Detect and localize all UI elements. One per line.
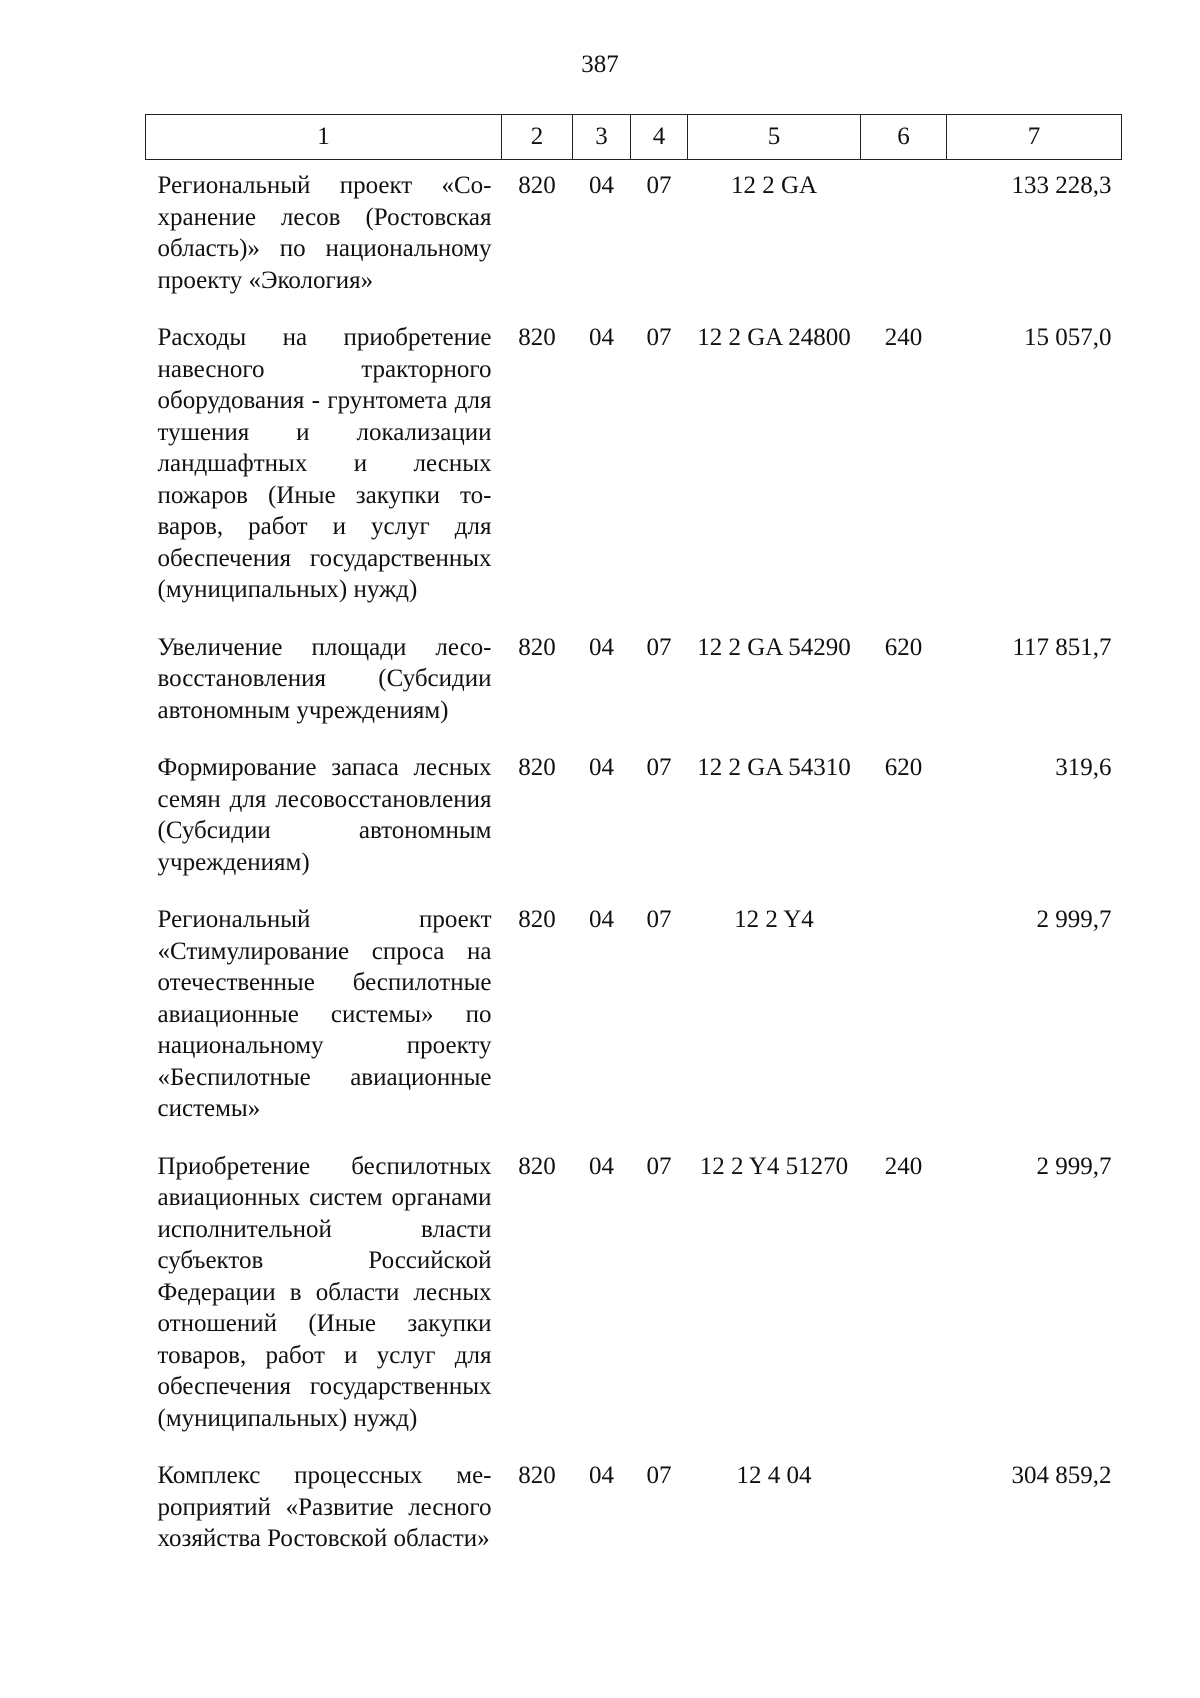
row-amount: 304 859,2	[1011, 1462, 1112, 1489]
row-amount: 319,6	[1055, 754, 1112, 781]
row-pr: 07	[646, 754, 672, 781]
row-csr: 12 2 GA 24800	[697, 324, 851, 351]
row-pr: 07	[646, 1462, 672, 1489]
row-grbs: 820	[518, 906, 556, 933]
row-pr: 07	[646, 1152, 672, 1180]
row-name: Формирование запаса лесных семян для лесовосстановления (Субсидии автономным учреждениям)	[157, 754, 492, 876]
row-rz: 04	[589, 906, 614, 933]
row-rz: 04	[589, 324, 614, 351]
row-rz: 04	[589, 754, 614, 781]
table-row	[146, 1151, 1122, 1461]
row-amount: 133 228,3	[1011, 172, 1112, 199]
row-rz: 04	[589, 1462, 614, 1489]
page-number: 387	[581, 51, 619, 78]
row-vr	[861, 904, 947, 1151]
header-row	[146, 115, 1122, 160]
row-csr: 12 2 Y4 51270	[699, 1152, 849, 1180]
table-row	[146, 904, 1122, 1151]
row-rz: 04	[589, 633, 614, 661]
row-rz: 04	[589, 172, 614, 199]
row-csr: 12 2 GA 54310	[697, 754, 851, 781]
row-pr: 07	[646, 324, 672, 351]
row-vr: 240	[884, 324, 923, 351]
row-grbs: 820	[518, 754, 556, 781]
row-name: Региональный проект «Сохранение лесов (Ростовская область)» по национальному проекту «Экология»	[157, 172, 492, 294]
row-vr	[861, 160, 947, 323]
table-row	[146, 160, 1122, 323]
row-grbs: 820	[518, 1462, 556, 1489]
row-grbs: 820	[518, 172, 556, 199]
row-pr: 07	[646, 633, 672, 661]
row-vr: 620	[884, 754, 923, 781]
header-cell-6: 6	[861, 115, 947, 160]
row-vr: 620	[884, 633, 923, 661]
row-name: Комплекс процессных мероприятий «Развитие лесного хозяйства Ростовской области»	[157, 1462, 492, 1552]
table-row	[146, 1460, 1122, 1581]
row-vr: 240	[884, 1152, 923, 1180]
header-cell-5: 5	[688, 115, 861, 160]
row-grbs: 820	[518, 324, 556, 351]
table-header	[146, 115, 1122, 160]
row-csr: 12 2 Y4	[734, 906, 814, 933]
row-name: Приобретение беспилотных авиационных систем органами исполнительной власти субъектов Российской Федерации в области лесных отношений (Иные закупки товаров, работ и услуг для обеспечения государственных (муниципальных) нужд)	[157, 1152, 492, 1432]
row-name: Региональный проект «Стимулирование спроса на отечественные беспилотные авиационные системы» по национальному проекту «Беспилотные авиационные системы»	[157, 906, 492, 1122]
row-rz: 04	[589, 1152, 614, 1180]
row-grbs: 820	[518, 1152, 556, 1180]
budget-table	[145, 114, 1122, 1581]
row-pr: 07	[646, 172, 672, 199]
row-amount: 2 999,7	[1036, 1152, 1112, 1180]
row-vr	[861, 1460, 947, 1581]
row-grbs: 820	[518, 633, 556, 661]
header-cell-4: 4	[631, 115, 688, 160]
row-csr: 12 2 GA	[730, 172, 818, 199]
row-name: Увеличение площади лесовосстановления (Субсидии автономным учреждениям)	[157, 633, 492, 724]
table-row	[146, 752, 1122, 904]
row-name: Расходы на приобретение навесного тракторного оборудования - грунтомета для тушения и локализации ландшафтных и лесных пожаров (Иные закупки товаров, работ и услуг для обеспечения государственных (муниципальных) нужд)	[157, 324, 492, 603]
row-amount: 2 999,7	[1036, 906, 1112, 933]
header-cell-1: 1	[146, 115, 502, 160]
table-row	[146, 632, 1122, 753]
header-cell-3: 3	[573, 115, 631, 160]
row-csr: 12 2 GA 54290	[697, 633, 851, 661]
row-pr: 07	[646, 906, 672, 933]
row-amount: 15 057,0	[1024, 324, 1112, 351]
header-cell-2: 2	[502, 115, 573, 160]
header-cell-7: 7	[947, 115, 1122, 160]
table-body	[146, 160, 1122, 1581]
table-row	[146, 322, 1122, 632]
row-amount: 117 851,7	[1012, 633, 1112, 661]
row-csr: 12 4 04	[736, 1462, 812, 1489]
